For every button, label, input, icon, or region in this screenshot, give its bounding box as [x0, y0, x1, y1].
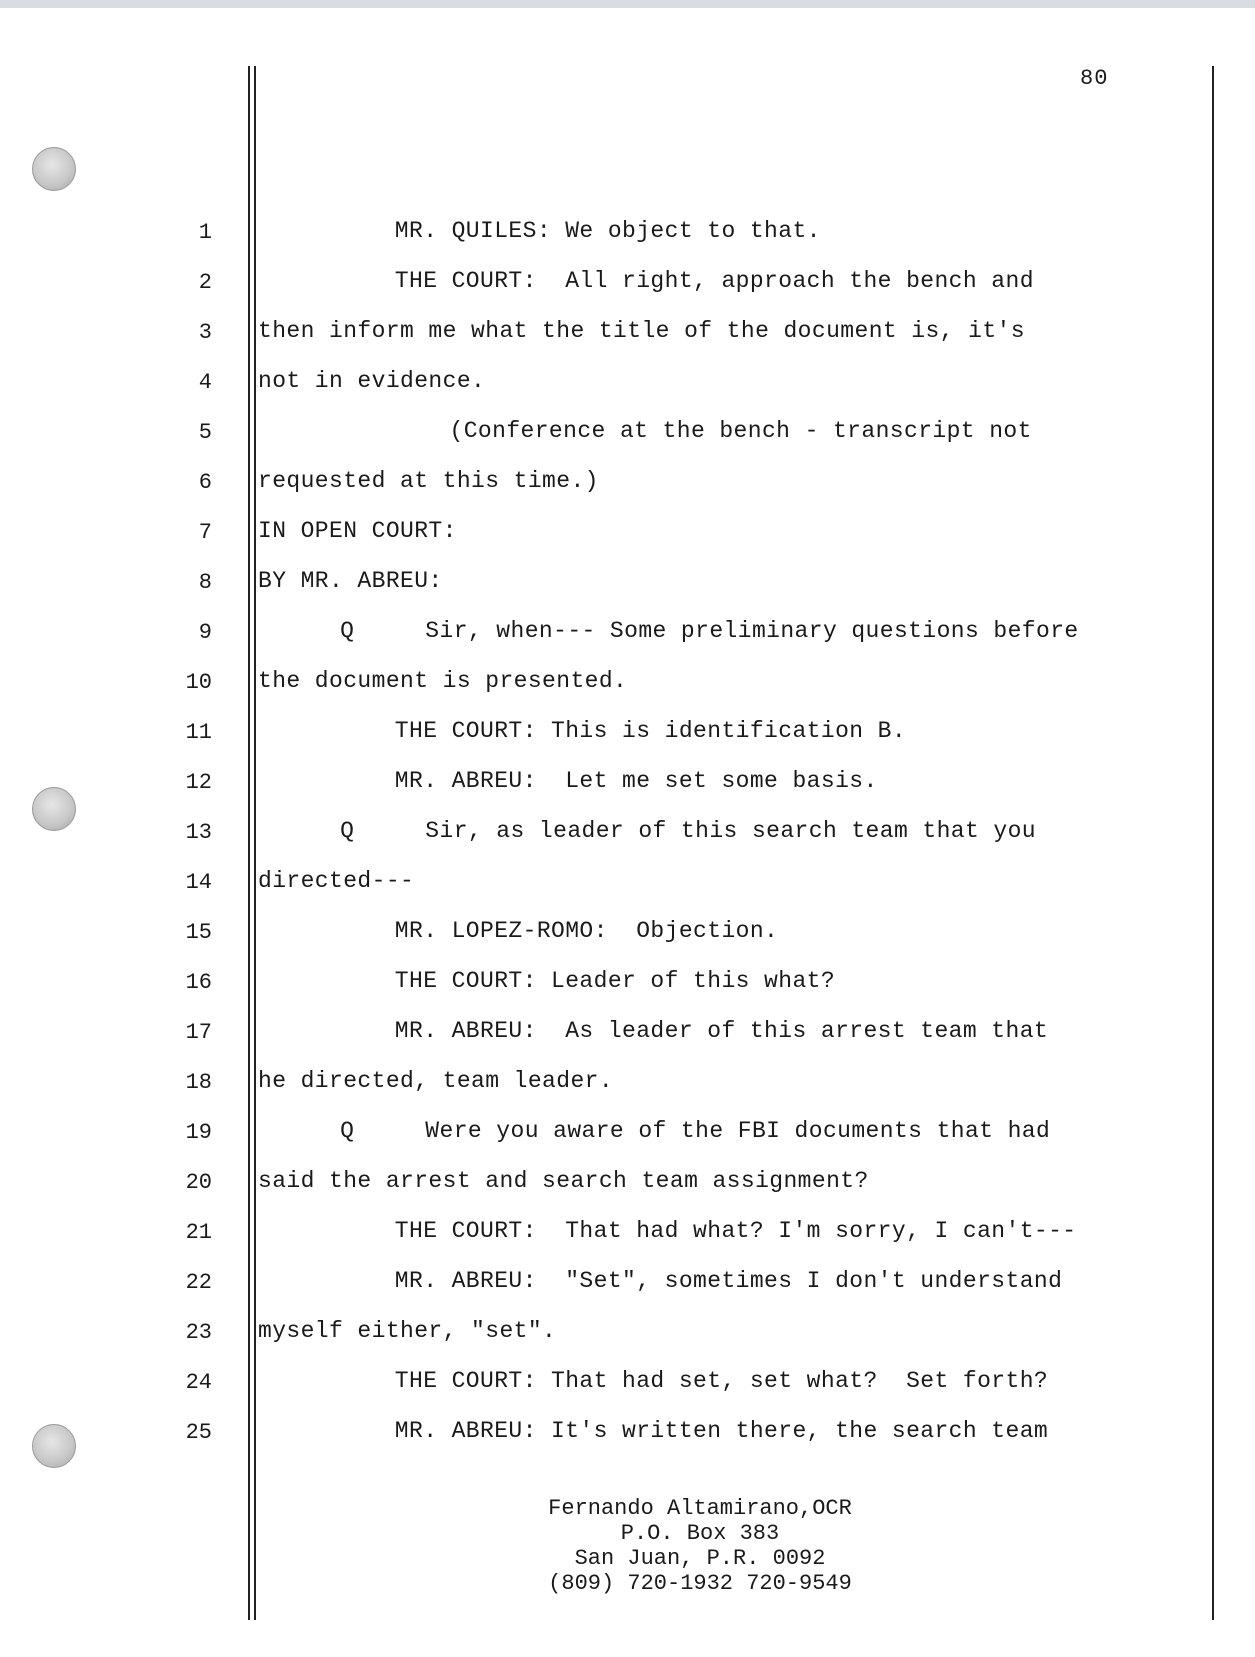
- line-number: 17: [185, 1020, 212, 1045]
- line-text: then inform me what the title of the document is, it's: [258, 318, 1025, 344]
- reporter-name: Fernando Altamirano,OCR: [548, 1496, 852, 1521]
- line-number: 8: [198, 570, 212, 595]
- line-text: MR. ABREU: "Set", sometimes I don't understand: [394, 1268, 1063, 1294]
- line-text: (Conference at the bench - transcript not: [449, 418, 1032, 444]
- line-number: 25: [185, 1420, 212, 1445]
- line-text: IN OPEN COURT:: [258, 518, 457, 544]
- right-margin-rule: [1212, 66, 1214, 1620]
- line-number: 14: [185, 870, 212, 895]
- line-number: 5: [198, 420, 212, 445]
- line-text: THE COURT: All right, approach the bench and: [394, 268, 1034, 294]
- line-number: 11: [185, 720, 212, 745]
- line-text: MR. ABREU: As leader of this arrest team that: [394, 1018, 1049, 1044]
- line-text: THE COURT: This is identification B.: [394, 718, 907, 744]
- line-text: Q Were you aware of the FBI documents that had: [340, 1118, 1051, 1144]
- line-text: Q Sir, when--- Some preliminary questions before: [340, 618, 1079, 644]
- line-text: said the arrest and search team assignment?: [258, 1168, 869, 1194]
- page-top-edge: [0, 0, 1255, 8]
- line-number: 9: [198, 620, 212, 645]
- left-margin-rule-outer: [248, 66, 250, 1620]
- page-number: 80: [1080, 66, 1109, 91]
- reporter-address: P.O. Box 383: [620, 1521, 780, 1546]
- line-text: MR. ABREU: It's written there, the search team: [394, 1418, 1049, 1444]
- line-number: 20: [185, 1170, 212, 1195]
- line-number: 3: [198, 320, 212, 345]
- line-number: 7: [198, 520, 212, 545]
- line-text: the document is presented.: [258, 668, 628, 694]
- line-number: 4: [198, 370, 212, 395]
- line-number: 1: [198, 220, 212, 245]
- line-number: 18: [185, 1070, 212, 1095]
- line-text: requested at this time.): [258, 468, 599, 494]
- line-text: MR. ABREU: Let me set some basis.: [394, 768, 878, 794]
- line-text: MR. LOPEZ-ROMO: Objection.: [394, 918, 779, 944]
- line-text: BY MR. ABREU:: [258, 568, 443, 594]
- line-number: 24: [185, 1370, 212, 1395]
- line-text: he directed, team leader.: [258, 1068, 614, 1094]
- line-number: 12: [185, 770, 212, 795]
- line-number: 19: [185, 1120, 212, 1145]
- binder-hole-middle: [32, 787, 76, 831]
- line-number: 2: [198, 270, 212, 295]
- line-number: 13: [185, 820, 212, 845]
- line-text: myself either, "set".: [258, 1318, 557, 1344]
- line-text: THE COURT: That had set, set what? Set forth?: [394, 1368, 1049, 1394]
- line-number: 15: [185, 920, 212, 945]
- line-text: THE COURT: That had what? I'm sorry, I can't---: [394, 1218, 1077, 1244]
- line-text: directed---: [258, 868, 415, 894]
- line-number: 16: [185, 970, 212, 995]
- line-number: 6: [198, 470, 212, 495]
- line-text: MR. QUILES: We object to that.: [394, 218, 821, 244]
- binder-hole-top: [32, 147, 76, 191]
- left-margin-rule-inner: [254, 66, 256, 1620]
- line-number: 22: [185, 1270, 212, 1295]
- line-text: Q Sir, as leader of this search team that you: [340, 818, 1036, 844]
- reporter-phone: (809) 720-1932 720-9549: [548, 1571, 852, 1596]
- reporter-city: San Juan, P.R. 0092: [574, 1546, 826, 1571]
- line-text: THE COURT: Leader of this what?: [394, 968, 836, 994]
- line-number: 23: [185, 1320, 212, 1345]
- binder-hole-bottom: [32, 1424, 76, 1468]
- line-number: 21: [185, 1220, 212, 1245]
- reporter-footer: [460, 1496, 940, 1596]
- line-text: not in evidence.: [258, 368, 486, 394]
- line-number: 10: [185, 670, 212, 695]
